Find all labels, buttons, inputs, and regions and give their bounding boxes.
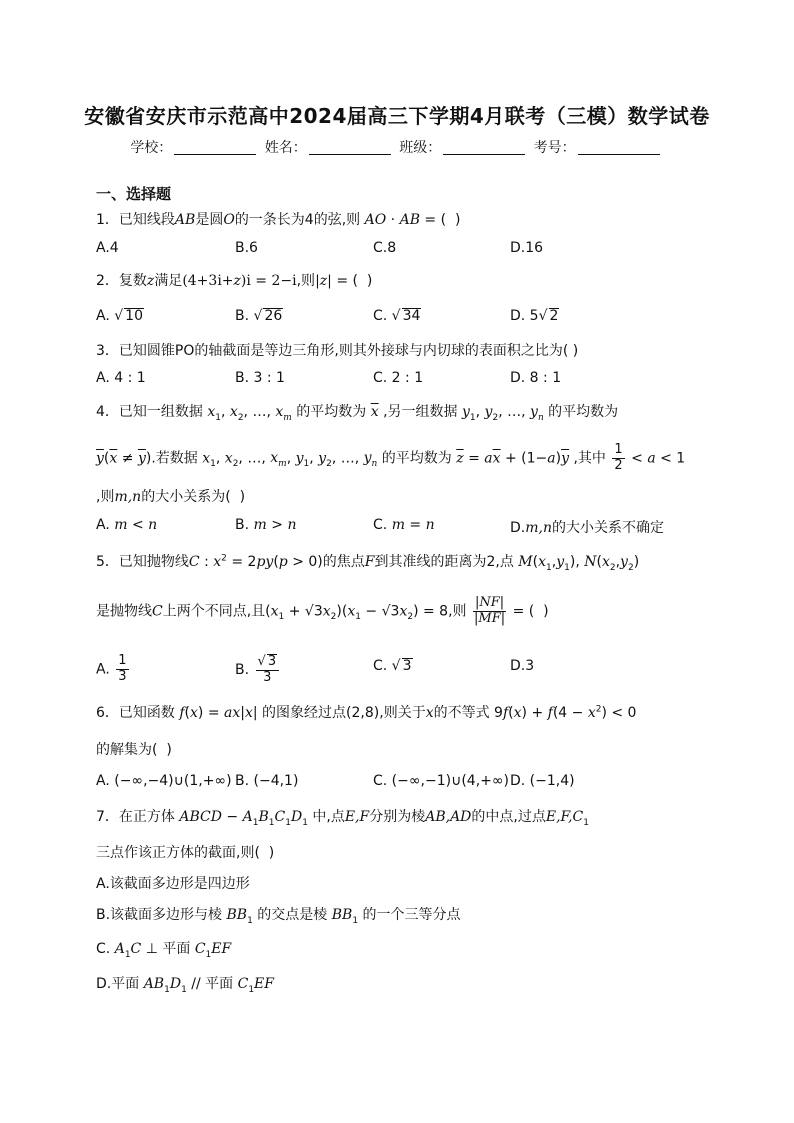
q3-option-c[interactable]: C. 2 : 1 — [373, 370, 424, 386]
name-label: 姓名： — [264, 140, 307, 156]
q3-option-b[interactable]: B. 3 : 1 — [235, 370, 285, 386]
q4-option-d[interactable]: D.m,n的大小关系不确定 — [510, 520, 664, 536]
q1-option-d[interactable]: D.16 — [510, 240, 544, 256]
question-1-stem: 1．已知线段AB是圆O的一条长为4的弦,则 AO · AB = ( ) — [96, 212, 461, 228]
q1-option-b[interactable]: B.6 — [235, 240, 258, 256]
q6-option-b[interactable]: B. (−4,1) — [235, 773, 299, 789]
question-4-stem-line-2: $\overline{y}(\overline{x} \ne \overline{y})$.若数据 $x_1$, $x_2$, …, $x_m$, $y_1$, $y_2$, …, $y_n$ 的平均数为 $\overline{z} = a\overline{x} + (1-a)\overline{y}$ ,其中 $\frac{1}{2}$ < a < 1 — [96, 442, 686, 473]
question-5-stem-line-1: 5．已知抛物线C : $x^2 = 2py(p > 0)$的焦点F到其准线的距离为2,点 $M(x_1,y_1)$, $N(x_2,y_2)$ — [96, 553, 640, 573]
q3-option-d[interactable]: D. 8 : 1 — [510, 370, 562, 386]
school-label: 学校： — [130, 140, 173, 156]
number-label: 考号： — [533, 140, 576, 156]
q4-option-a[interactable]: A. m < n — [96, 517, 158, 533]
question-7-stem-line-1: 7．在正方体 ABCD − $A_1B_1C_1D_1$ 中,点E,F分别为棱AB,AD的中点,过点$E,F,C_1$ — [96, 809, 589, 828]
q4-option-c[interactable]: C. m = n — [373, 517, 435, 533]
q7-option-b[interactable]: B.该截面多边形与棱 $BB_1$ 的交点是棱 $BB_1$ 的一个三等分点 — [96, 907, 461, 926]
school-blank[interactable] — [174, 140, 256, 155]
q3-option-a[interactable]: A. 4 : 1 — [96, 370, 146, 386]
name-blank[interactable] — [309, 140, 391, 155]
q1-option-c[interactable]: C.8 — [373, 240, 397, 256]
exam-title: 安徽省安庆市示范高中2024届高三下学期4月联考（三模）数学试卷 — [84, 104, 710, 128]
question-2-stem: 2．复数z满足(4+3i+z)i = 2−i,则|z| = ( ) — [96, 273, 373, 289]
q2-option-d[interactable]: D. 5√ 2 — [510, 308, 559, 324]
section-title: 一、选择题 — [96, 185, 172, 203]
q5-option-c[interactable]: C. √ 3 — [373, 658, 412, 674]
question-5-stem-line-2: 是抛物线C上两个不同点,且$(x_1 + √3x_2)(x_1 - √3x_2) = 8$,则 $\frac{|NF|}{|MF|}$ = ( ) — [96, 595, 549, 626]
q7-option-a[interactable]: A.该截面多边形是四边形 — [96, 876, 250, 892]
question-6-stem-line-1: 6．已知函数 f(x) = ax|x| 的图象经过点(2,8),则关于x的不等式 $9f(x) + f(4 - x^2) < 0$ — [96, 704, 637, 721]
q2-option-c[interactable]: C. √ 34 — [373, 308, 421, 324]
number-blank[interactable] — [578, 140, 660, 155]
q6-option-c[interactable]: C. (−∞,−1)∪(4,+∞) — [373, 773, 510, 789]
question-6-stem-line-2: 的解集为( ) — [96, 742, 172, 758]
q6-option-a[interactable]: A. (−∞,−4)∪(1,+∞) — [96, 773, 232, 789]
class-label: 班级： — [399, 140, 442, 156]
question-7-stem-line-2: 三点作该正方体的截面,则( ) — [96, 845, 275, 861]
q7-option-d[interactable]: D.平面 $AB_1D_1$ // 平面 $C_1EF$ — [96, 976, 274, 995]
q1-option-a[interactable]: A.4 — [96, 240, 119, 256]
class-blank[interactable] — [443, 140, 525, 155]
q6-option-d[interactable]: D. (−1,4) — [510, 773, 575, 789]
q5-option-a[interactable]: A. $\frac{1}{3}$ — [96, 653, 127, 684]
question-4-stem-line-3: ,则m,n的大小关系为( ) — [96, 489, 246, 505]
q5-option-d[interactable]: D.3 — [510, 658, 535, 674]
student-info-line — [0, 137, 794, 157]
q4-option-b[interactable]: B. m > n — [235, 517, 297, 533]
question-3-stem: 3．已知圆锥PO的轴截面是等边三角形,则其外接球与内切球的表面积之比为( ) — [96, 343, 579, 359]
question-4-stem-line-1: 4．已知一组数据 $x_1$, $x_2$, …, $x_m$ 的平均数为 $\overline{x}$ ,另一组数据 $y_1$, $y_2$, …, $y_n$ 的平均数为 — [96, 404, 619, 423]
q7-option-c[interactable]: C. $A_1C$ ⊥ 平面 $C_1EF$ — [96, 941, 232, 960]
q5-option-b[interactable]: B. $\frac{√ 3}{3}$ — [235, 654, 281, 686]
q2-option-b[interactable]: B. √ 26 — [235, 308, 283, 324]
q2-option-a[interactable]: A. √ 10 — [96, 308, 143, 324]
